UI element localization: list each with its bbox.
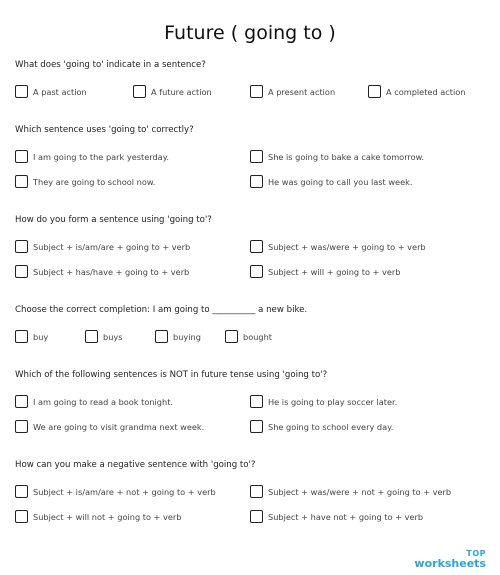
option-label: Subject + was/were + going to + verb <box>268 241 426 252</box>
q4-option-3[interactable] <box>155 330 201 343</box>
checkbox[interactable] <box>250 240 263 253</box>
checkbox[interactable] <box>225 330 238 343</box>
checkbox[interactable] <box>250 395 263 408</box>
logo-name-text: worksheets <box>414 557 486 570</box>
checkbox[interactable] <box>250 85 263 98</box>
q5-option-4[interactable] <box>250 420 393 433</box>
option-label: A completed action <box>386 86 466 97</box>
checkbox[interactable] <box>15 85 28 98</box>
q4-option-4[interactable] <box>225 330 272 343</box>
option-label: A present action <box>268 86 336 97</box>
option-label: I am going to read a book tonight. <box>33 396 174 407</box>
q3-option-4[interactable] <box>250 265 400 278</box>
checkbox[interactable] <box>15 265 28 278</box>
question-6-text: How can you make a negative sentence with 'going to'? <box>15 460 256 470</box>
q1-option-2[interactable] <box>133 85 212 98</box>
checkbox[interactable] <box>15 420 28 433</box>
q6-option-3[interactable] <box>15 510 181 523</box>
option-label: She is going to bake a cake tomorrow. <box>268 151 425 162</box>
question-5-text: Which of the following sentences is NOT in future tense using 'going to'? <box>15 370 328 380</box>
q2-option-4[interactable] <box>250 175 412 188</box>
option-label: He was going to call you last week. <box>268 176 413 187</box>
question-1-text: What does 'going to' indicate in a sentence? <box>15 60 206 70</box>
question-3-text: How do you form a sentence using 'going to'? <box>15 215 212 225</box>
question-4-text: Choose the correct completion: I am going to __________ a new bike. <box>15 305 308 315</box>
q5-option-1[interactable] <box>15 395 173 408</box>
checkbox[interactable] <box>368 85 381 98</box>
option-label: I am going to the park yesterday. <box>33 151 169 162</box>
q1-option-3[interactable] <box>250 85 335 98</box>
checkbox[interactable] <box>250 510 263 523</box>
checkbox[interactable] <box>15 175 28 188</box>
topworksheets-logo <box>414 550 486 569</box>
option-label: A future action <box>151 86 212 97</box>
q2-option-3[interactable] <box>15 175 155 188</box>
question-2-text: Which sentence uses 'going to' correctly? <box>15 125 194 135</box>
logo-top-text: TOP <box>466 549 486 558</box>
option-label: Subject + was/were + not + going to + verb <box>268 486 452 497</box>
checkbox[interactable] <box>15 330 28 343</box>
option-label: Subject + is/am/are + not + going to + verb <box>33 486 216 497</box>
worksheet-title: Future ( going to ) <box>164 22 336 44</box>
checkbox[interactable] <box>15 485 28 498</box>
option-label: Subject + has/have + going to + verb <box>33 266 190 277</box>
q5-option-3[interactable] <box>15 420 204 433</box>
option-label: Subject + will not + going to + verb <box>33 511 182 522</box>
q6-option-1[interactable] <box>15 485 216 498</box>
option-label: buys <box>103 331 123 342</box>
checkbox[interactable] <box>15 395 28 408</box>
q2-option-2[interactable] <box>250 150 424 163</box>
checkbox[interactable] <box>133 85 146 98</box>
q3-option-1[interactable] <box>15 240 190 253</box>
option-label: They are going to school now. <box>33 176 156 187</box>
checkbox[interactable] <box>250 175 263 188</box>
option-label: buying <box>173 331 201 342</box>
option-label: We are going to visit grandma next week. <box>33 421 205 432</box>
q3-option-2[interactable] <box>250 240 426 253</box>
q2-option-1[interactable] <box>15 150 169 163</box>
checkbox[interactable] <box>15 150 28 163</box>
checkbox[interactable] <box>250 265 263 278</box>
option-label: bought <box>243 331 272 342</box>
option-label: A past action <box>33 86 87 97</box>
checkbox[interactable] <box>15 240 28 253</box>
q1-option-4[interactable] <box>368 85 465 98</box>
q5-option-2[interactable] <box>250 395 397 408</box>
q4-option-2[interactable] <box>85 330 123 343</box>
option-label: Subject + have not + going to + verb <box>268 511 424 522</box>
q6-option-4[interactable] <box>250 510 423 523</box>
checkbox[interactable] <box>250 485 263 498</box>
option-label: buy <box>33 331 49 342</box>
q6-option-2[interactable] <box>250 485 451 498</box>
checkbox[interactable] <box>155 330 168 343</box>
checkbox[interactable] <box>250 420 263 433</box>
checkbox[interactable] <box>250 150 263 163</box>
option-label: Subject + is/am/are + going to + verb <box>33 241 191 252</box>
q3-option-3[interactable] <box>15 265 189 278</box>
checkbox[interactable] <box>15 510 28 523</box>
option-label: Subject + will + going to + verb <box>268 266 401 277</box>
q4-option-1[interactable] <box>15 330 48 343</box>
checkbox[interactable] <box>85 330 98 343</box>
q1-option-1[interactable] <box>15 85 87 98</box>
option-label: He is going to play soccer later. <box>268 396 398 407</box>
option-label: She going to school every day. <box>268 421 394 432</box>
